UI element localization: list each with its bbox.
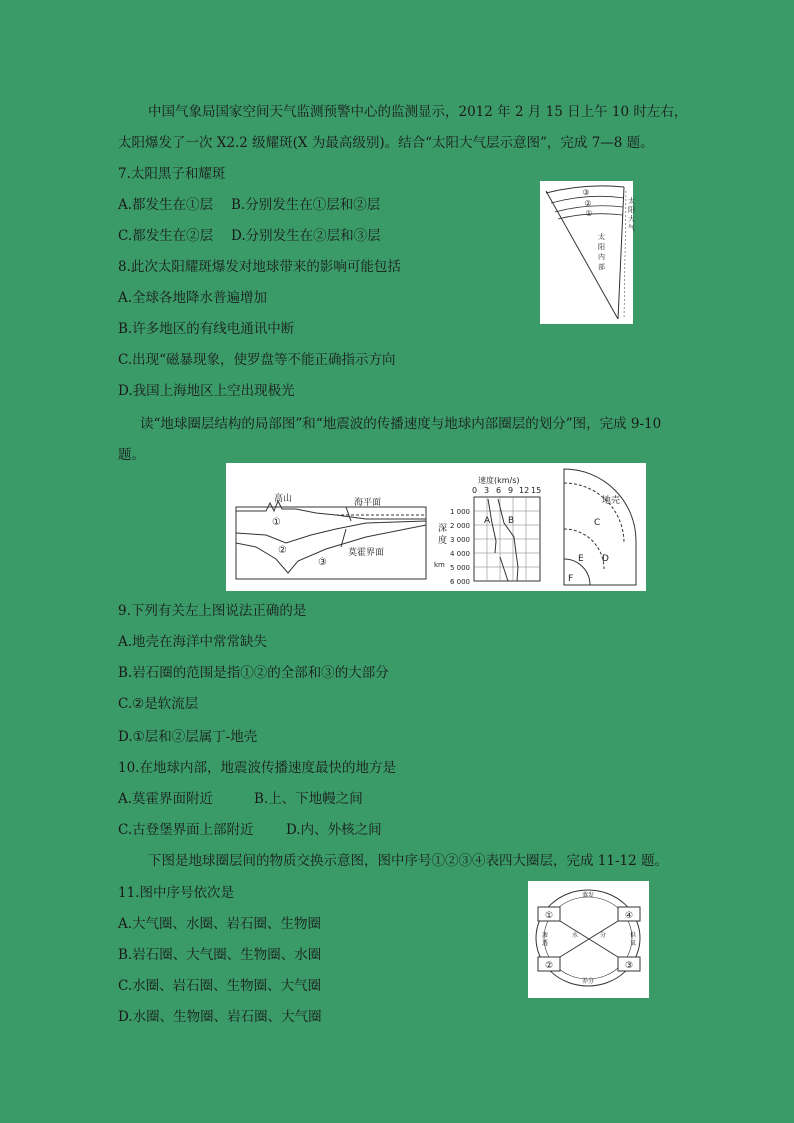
intro3-line1: 下图是地球圈层间的物质交换示意图，图中序号①②③④表四大圈层，完成 11-12 题。: [148, 853, 668, 869]
sun-layer-3-label: ③: [582, 188, 590, 197]
q10-option-d: D.内、外核之间: [286, 822, 382, 838]
wave-b-label: B: [508, 516, 515, 526]
q7-option-a: A.都发生在①层: [118, 197, 214, 213]
depth-tick-3000: 3 000: [449, 536, 470, 544]
sun-atmosphere-figure: [540, 181, 633, 324]
q8-stem: 8.此次太阳耀斑爆发对地球带来的影响可能包括: [118, 259, 401, 275]
intro2-line2: 题。: [118, 447, 145, 463]
depth-tick-1000: 1 000: [449, 508, 470, 516]
atm-char-1: 太: [628, 197, 635, 205]
interior-char-3: 内: [598, 253, 605, 261]
q10-option-c: C.古登堡界面上部附近: [118, 822, 254, 838]
q11-option-d: D.水圈、生物圈、岩石圈、大气圈: [118, 1009, 322, 1025]
speed-tick-12: 12: [519, 486, 530, 495]
intro1-line2: 太阳爆发了一次 X2.2 级耀斑(X 为最高级别)。结合“太阳大气层示意图”，完成 7—8 题。: [118, 135, 654, 151]
q10-stem: 10.在地球内部，地震波传播速度最快的地方是: [118, 760, 396, 776]
interior-char-1: 太: [598, 233, 605, 241]
water-char-2: 分: [600, 932, 607, 939]
layer-2-label: ②: [278, 545, 287, 556]
depth-char-2: 度: [438, 536, 448, 546]
q8-option-c: C.出现“磁暴现象，使罗盘等不能正确指示方向: [118, 352, 396, 368]
atm-char-4: 气: [628, 224, 635, 232]
q7-option-b: B.分别发生在①层和②层: [231, 197, 381, 213]
q11-option-a: A.大气圈、水圈、岩石圈、生物圈: [118, 916, 322, 932]
sea-level-label: 海平面: [354, 498, 382, 508]
speed-tick-6: 6: [496, 486, 502, 495]
q9-option-d: D.①层和②层属丁-地壳: [118, 729, 258, 745]
q10-option-a: A.莫霍界面附近: [118, 791, 214, 807]
q7-option-c: C.都发生在②层: [118, 228, 214, 244]
layer-e-label: E: [578, 554, 584, 564]
atm-char-2: 阳: [628, 206, 635, 214]
q9-option-a: A.地壳在海洋中常常缺失: [118, 634, 268, 650]
depth-tick-5000: 5 000: [449, 564, 470, 572]
speed-tick-9: 9: [508, 486, 514, 495]
sun-layer-1-label: ①: [585, 209, 593, 218]
speed-axis-title: 速度(km/s): [478, 476, 520, 485]
depth-char-1: 深: [438, 524, 448, 534]
speed-tick-15: 15: [531, 486, 542, 495]
q9-option-b: B.岩石圈的范围是指①②的全部和③的大部分: [118, 665, 389, 681]
wave-a-label: A: [484, 516, 491, 526]
atm-char-3: 大: [628, 215, 635, 223]
depth-tick-2000: 2 000: [449, 522, 470, 530]
material-exchange-figure: [528, 881, 649, 998]
interior-char-2: 阳: [598, 243, 605, 251]
q11-stem: 11.图中序号依次是: [118, 885, 234, 901]
evaporation-label: 蒸发: [581, 892, 595, 899]
oxygen-char-1: 供: [630, 932, 637, 939]
q8-option-a: A.全球各地降水普遍增加: [118, 290, 268, 306]
layer-3-label: ③: [318, 557, 327, 568]
layer-d-label: D: [602, 554, 609, 564]
sphere-4-label: ④: [624, 911, 634, 921]
sphere-2-label: ②: [544, 961, 554, 971]
water-char-1: 水: [572, 932, 579, 939]
seepage-char-2: 透: [542, 940, 549, 947]
layer-c-label: C: [594, 518, 601, 528]
sun-layer-2-label: ②: [584, 199, 592, 208]
moho-label: 莫霍界面: [348, 548, 385, 558]
layer-f-label: F: [568, 574, 574, 584]
earth-layers-figure: [226, 463, 646, 591]
q8-option-b: B.许多地区的有线电通讯中断: [118, 321, 295, 337]
depth-tick-4000: 4 000: [449, 550, 470, 558]
speed-tick-0: 0: [472, 486, 478, 495]
speed-ticks-x: [472, 486, 541, 495]
layer-1-label: ①: [272, 517, 281, 528]
q11-option-b: B.岩石圈、大气圈、生物圈、水圈: [118, 947, 322, 963]
intro2-line1: 读“地球圈层结构的局部图”和“地震波的传播速度与地球内部圈层的划分”图，完成 9-10: [140, 416, 662, 432]
depth-ticks-y: [450, 508, 470, 586]
q8-option-d: D.我国上海地区上空出现极光: [118, 383, 295, 399]
mountain-label: 高山: [274, 494, 293, 504]
speed-tick-3: 3: [484, 486, 490, 495]
seepage-char-1: 渗: [542, 932, 549, 939]
q11-option-c: C.水圈、岩石圈、生物圈、大气圈: [118, 978, 322, 994]
sphere-1-label: ①: [544, 911, 554, 921]
depth-tick-6000: 6 000: [449, 578, 470, 586]
q7-option-d: D.分别发生在②层和③层: [231, 228, 381, 244]
q7-stem: 7.太阳黑子和耀斑: [118, 166, 226, 182]
crust-label: 地壳: [602, 496, 621, 506]
depth-unit: km: [434, 561, 445, 569]
q10-option-b: B.上、下地幔之间: [254, 791, 363, 807]
sphere-3-label: ③: [624, 961, 634, 971]
intro1-line1: 中国气象局国家空间天气监测预警中心的监测显示，2012 年 2 月 15 日上午 10 时左右，: [148, 104, 688, 120]
q9-stem: 9.下列有关左上图说法正确的是: [118, 603, 307, 619]
interior-char-4: 部: [598, 263, 605, 271]
nutrients-label: 养分: [581, 978, 595, 985]
q9-option-c: C.②是软流层: [118, 696, 199, 712]
oxygen-char-2: 氧: [630, 940, 637, 947]
